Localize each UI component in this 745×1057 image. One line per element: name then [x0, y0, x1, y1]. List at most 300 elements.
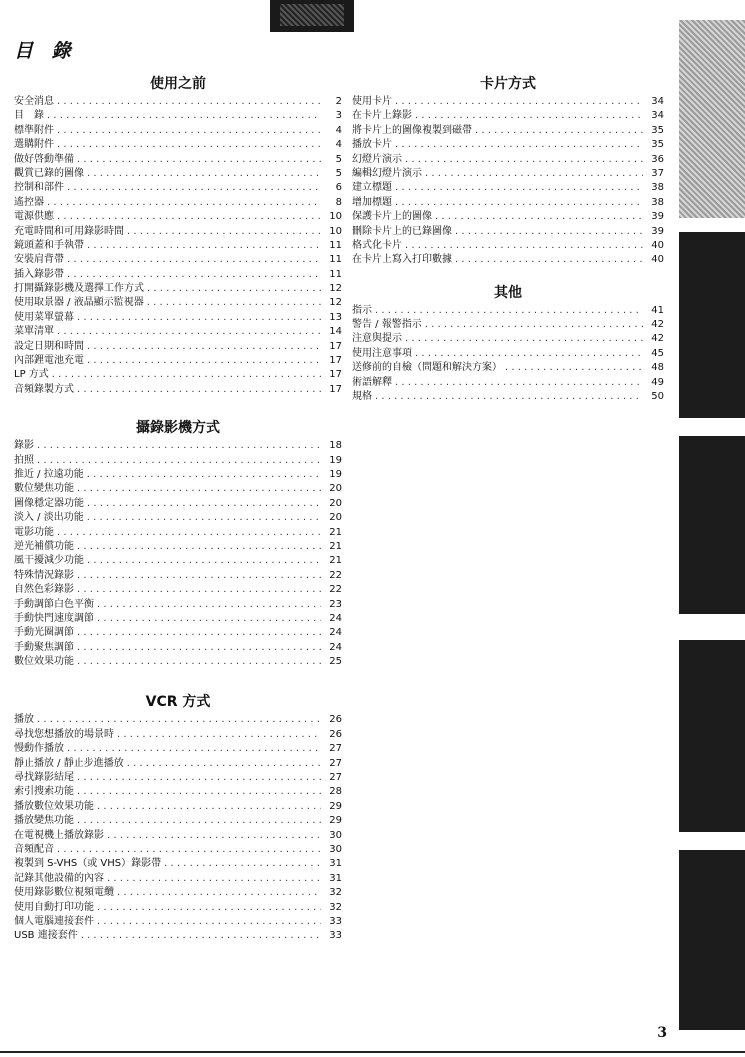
- toc-entry[interactable]: [14, 569, 342, 583]
- toc-entry-label: 在電視機上播放錄影: [14, 829, 104, 841]
- leader-dots: [475, 124, 643, 138]
- toc-entry-label: 錄影: [14, 440, 34, 452]
- toc-entry[interactable]: [14, 497, 342, 511]
- toc-entry-page: 12: [329, 297, 342, 309]
- toc-entry[interactable]: [352, 210, 664, 224]
- toc-entry-page: 17: [329, 355, 342, 367]
- toc-entry-page: 34: [651, 110, 664, 122]
- toc-entry[interactable]: [14, 368, 342, 382]
- toc-entry[interactable]: [14, 439, 342, 453]
- toc-entry-page: 35: [651, 139, 664, 151]
- toc-entry-page: 31: [329, 858, 342, 870]
- toc-entry-page: 38: [651, 182, 664, 194]
- leader-dots: [395, 376, 643, 390]
- toc-entry-label: 使用卡片: [352, 96, 392, 107]
- leader-dots: [395, 196, 643, 210]
- toc-entry-label: 保護卡片上的圖像: [352, 211, 432, 223]
- toc-entry[interactable]: [14, 383, 342, 397]
- toc-entry-page: 45: [651, 347, 664, 359]
- toc-entry-label: 警告 / 報警指示: [352, 319, 422, 331]
- toc-entry-page: 17: [329, 340, 342, 352]
- leader-dots: [77, 771, 321, 785]
- toc-entry[interactable]: [14, 843, 342, 857]
- toc-entry-page: 26: [329, 714, 342, 726]
- leader-dots: [425, 167, 643, 181]
- leader-dots: [435, 210, 643, 224]
- toc-entry[interactable]: [14, 526, 342, 540]
- toc-entry-page: 5: [335, 167, 342, 179]
- toc-entry-label: 在卡片上錄影: [352, 110, 412, 122]
- section-tab-intro: [679, 20, 745, 218]
- toc-entry-page: 29: [329, 815, 342, 827]
- leader-dots: [425, 318, 643, 332]
- toc-entry-page: 21: [329, 555, 342, 567]
- toc-entry[interactable]: [14, 612, 342, 626]
- toc-entry-label: 格式化卡片: [352, 239, 402, 251]
- section-tabs: [675, 0, 745, 1057]
- toc-entry[interactable]: [352, 225, 664, 239]
- toc-entry-label: 數位效果功能: [14, 656, 74, 668]
- toc-entry-label: 控制和部件: [14, 182, 64, 194]
- toc-entry-label: 圖像穩定器功能: [14, 497, 84, 509]
- toc-entry-label: 記錄其他設備的內容: [14, 872, 104, 884]
- toc-entry[interactable]: [14, 210, 342, 224]
- toc-entry[interactable]: [14, 239, 342, 253]
- leader-dots: [375, 390, 643, 404]
- toc-entry[interactable]: [14, 915, 342, 929]
- leader-dots: [455, 253, 643, 267]
- toc-entry-label: 手動調節白色平衡: [14, 598, 94, 610]
- leader-dots: [97, 800, 321, 814]
- leader-dots: [164, 857, 321, 871]
- toc-entry-page: 13: [329, 311, 342, 323]
- toc-entry-page: 11: [329, 254, 342, 266]
- toc-entry-label: 鏡頭蓋和手執帶: [14, 239, 84, 251]
- toc-entry-label: USB 連接套件: [14, 930, 78, 942]
- toc-entry-label: 播放: [14, 714, 34, 726]
- toc-entry-page: 41: [651, 304, 664, 316]
- toc-entry[interactable]: [14, 857, 342, 871]
- leader-dots: [37, 439, 321, 453]
- leader-dots: [117, 728, 321, 742]
- toc-entry[interactable]: [14, 268, 342, 282]
- leader-dots: [47, 109, 321, 123]
- toc-entry-label: 建立標題: [352, 182, 392, 194]
- toc-entry-page: 39: [651, 225, 664, 237]
- toc-right-column: [352, 75, 664, 404]
- toc-entry[interactable]: [14, 713, 342, 727]
- leader-dots: [37, 713, 321, 727]
- toc-entry-label: 做好啓動準備: [14, 153, 74, 165]
- toc-entry-page: 17: [329, 383, 342, 395]
- toc-entry[interactable]: [14, 511, 342, 525]
- toc-entry[interactable]: [352, 124, 664, 138]
- toc-entry-page: 29: [329, 800, 342, 812]
- leader-dots: [77, 482, 321, 496]
- toc-entry-page: 24: [329, 612, 342, 624]
- leader-dots: [37, 454, 321, 468]
- toc-entry[interactable]: [352, 95, 664, 109]
- toc-entry-label: 使用注意事項: [352, 347, 412, 359]
- toc-entry-page: 28: [329, 786, 342, 798]
- toc-entry[interactable]: [14, 454, 342, 468]
- toc-entry-label: 索引搜索功能: [14, 786, 74, 798]
- toc-entry-page: 20: [329, 497, 342, 509]
- leader-dots: [405, 153, 643, 167]
- toc-entry-page: 33: [329, 915, 342, 927]
- toc-entry-page: 20: [329, 512, 342, 524]
- toc-entry-label: 使用菜單螢幕: [14, 311, 74, 323]
- toc-entry-page: 18: [329, 440, 342, 452]
- toc-entry[interactable]: [14, 311, 342, 325]
- leader-dots: [77, 814, 321, 828]
- toc-entry-page: 2: [335, 96, 342, 107]
- toc-entry-page: 5: [335, 153, 342, 165]
- toc-entry-label: 音頻錄製方式: [14, 383, 74, 395]
- toc-entry-label: 播放數位效果功能: [14, 800, 94, 812]
- toc-entry[interactable]: [14, 253, 342, 267]
- toc-entry-page: 35: [651, 124, 664, 136]
- leader-dots: [395, 138, 643, 152]
- leader-dots: [375, 304, 643, 318]
- toc-entry-page: 39: [651, 211, 664, 223]
- toc-entry-label: 靜止播放 / 靜止步進播放: [14, 757, 124, 769]
- leader-dots: [57, 124, 321, 138]
- toc-entry-page: 31: [329, 872, 342, 884]
- toc-entry-label: 特殊情況錄影: [14, 569, 74, 581]
- toc-entry-label: 使用錄影數位視頻電纜: [14, 887, 114, 899]
- toc-entry-page: 48: [651, 362, 664, 374]
- toc-entry-page: 26: [329, 728, 342, 740]
- toc-entry-label: 術語解釋: [352, 376, 392, 388]
- toc-entry[interactable]: [14, 138, 342, 152]
- toc-entry[interactable]: [352, 376, 664, 390]
- toc-entry-page: 24: [329, 627, 342, 639]
- toc-entry-label: 標準附件: [14, 124, 54, 136]
- toc-entry-page: 17: [329, 369, 342, 381]
- toc-section: [352, 75, 664, 268]
- toc-entry-page: 40: [651, 239, 664, 251]
- top-tab-marker: [270, 0, 354, 32]
- leader-dots: [47, 196, 321, 210]
- toc-entry-label: 編輯幻燈片演示: [352, 167, 422, 179]
- leader-dots: [395, 95, 643, 109]
- leader-dots: [147, 296, 321, 310]
- toc-entry-label: 複製到 S-VHS（或 VHS）錄影帶: [14, 858, 162, 870]
- section-tab-vcr: [679, 436, 745, 614]
- leader-dots: [77, 311, 321, 325]
- toc-entry-page: 19: [329, 468, 342, 480]
- toc-entry-label: 手動光圈調節: [14, 627, 74, 639]
- toc-entry-page: 4: [335, 124, 342, 136]
- toc-entry-page: 37: [651, 167, 664, 179]
- toc-entry-label: 送修前的自檢（問題和解決方案）: [352, 362, 502, 374]
- leader-dots: [77, 569, 321, 583]
- toc-entry[interactable]: [14, 153, 342, 167]
- leader-dots: [67, 742, 321, 756]
- leader-dots: [97, 915, 321, 929]
- toc-entry[interactable]: [14, 598, 342, 612]
- leader-dots: [87, 468, 321, 482]
- toc-entry-label: 淡入 / 淡出功能: [14, 512, 84, 524]
- toc-entry-page: 20: [329, 483, 342, 495]
- toc-entry-label: 目 錄: [14, 110, 44, 122]
- toc-entry-page: 30: [329, 829, 342, 841]
- leader-dots: [97, 901, 321, 915]
- leader-dots: [455, 225, 643, 239]
- section-tab-others: [679, 850, 745, 1030]
- leader-dots: [77, 641, 321, 655]
- leader-dots: [87, 167, 321, 181]
- toc-entry[interactable]: [14, 296, 342, 310]
- toc-entry-page: 8: [335, 196, 342, 208]
- toc-entry-page: 11: [329, 239, 342, 251]
- leader-dots: [67, 268, 321, 282]
- toc-entry-page: 27: [329, 757, 342, 769]
- toc-entry-label: 注意與提示: [352, 333, 402, 345]
- toc-entry[interactable]: [352, 253, 664, 267]
- toc-entry-page: 3: [335, 110, 342, 122]
- leader-dots: [87, 239, 321, 253]
- toc-entry[interactable]: [14, 742, 342, 756]
- leader-dots: [107, 829, 321, 843]
- toc-entry-page: 49: [651, 376, 664, 388]
- section-title: VCR 方式: [145, 694, 211, 711]
- leader-dots: [57, 843, 321, 857]
- toc-entry-label: 遙控器: [14, 196, 44, 208]
- toc-entry[interactable]: [14, 325, 342, 339]
- toc-entry-page: 27: [329, 743, 342, 755]
- leader-dots: [77, 626, 321, 640]
- toc-entry-label: 打開攝錄影機及選擇工作方式: [14, 283, 144, 295]
- toc-entry-label: 播放卡片: [352, 139, 392, 151]
- toc-entry-label: 電源供應: [14, 211, 54, 223]
- toc-entry-label: 慢動作播放: [14, 743, 64, 755]
- toc-entry[interactable]: [352, 390, 664, 404]
- toc-entry[interactable]: [352, 167, 664, 181]
- toc-entry-page: 19: [329, 454, 342, 466]
- toc-entry-label: 幻燈片演示: [352, 153, 402, 165]
- toc-entry[interactable]: [14, 354, 342, 368]
- toc-entry-label: 音頻配音: [14, 843, 54, 855]
- toc-entry-label: 逆光補償功能: [14, 540, 74, 552]
- toc-entry[interactable]: [352, 318, 664, 332]
- toc-entry[interactable]: [14, 225, 342, 239]
- leader-dots: [97, 612, 321, 626]
- toc-entry-label: 安裝肩背帶: [14, 254, 64, 266]
- leader-dots: [87, 554, 321, 568]
- toc-entry[interactable]: [14, 282, 342, 296]
- toc-entry[interactable]: [14, 771, 342, 785]
- toc-section: [14, 419, 342, 669]
- leader-dots: [405, 239, 643, 253]
- toc-section: [14, 75, 342, 397]
- leader-dots: [117, 886, 321, 900]
- toc-entry[interactable]: [14, 901, 342, 915]
- section-title: 卡片方式: [480, 76, 536, 92]
- leader-dots: [57, 325, 321, 339]
- toc-entry-page: 50: [651, 391, 664, 403]
- toc-entry-label: 尋找錄影結尾: [14, 772, 74, 784]
- toc-entry[interactable]: [14, 872, 342, 886]
- toc-entry[interactable]: [14, 829, 342, 843]
- section-tab-camera: [679, 232, 745, 418]
- toc-entry-page: 4: [335, 139, 342, 151]
- leader-dots: [57, 138, 321, 152]
- section-title: 攝錄影機方式: [136, 420, 220, 437]
- toc-entry-label: 設定日期和時間: [14, 340, 84, 352]
- toc-left-column: [14, 75, 342, 944]
- leader-dots: [147, 282, 321, 296]
- toc-entry-page: 25: [329, 656, 342, 668]
- toc-entry-page: 36: [651, 153, 664, 165]
- toc-entry[interactable]: [14, 929, 342, 943]
- toc-entry-label: 電影功能: [14, 526, 54, 538]
- toc-entry[interactable]: [14, 468, 342, 482]
- leader-dots: [87, 511, 321, 525]
- leader-dots: [405, 332, 643, 346]
- toc-entry[interactable]: [14, 641, 342, 655]
- toc-entry[interactable]: [14, 800, 342, 814]
- toc-entry-label: LP 方式: [14, 369, 49, 381]
- leader-dots: [77, 655, 321, 669]
- toc-entry[interactable]: [352, 332, 664, 346]
- toc-entry-label: 規格: [352, 391, 372, 403]
- toc-entry[interactable]: [14, 583, 342, 597]
- toc-entry[interactable]: [14, 109, 342, 123]
- toc-entry[interactable]: [14, 886, 342, 900]
- toc-entry[interactable]: [14, 757, 342, 771]
- toc-entry-page: 10: [329, 211, 342, 223]
- toc-entry-page: 22: [329, 584, 342, 596]
- toc-entry[interactable]: [14, 655, 342, 669]
- leader-dots: [127, 757, 321, 771]
- toc-entry-label: 選購附件: [14, 139, 54, 151]
- toc-section: [352, 284, 664, 405]
- toc-entry-label: 尋找您想播放的場景時: [14, 728, 114, 740]
- toc-entry[interactable]: [352, 239, 664, 253]
- toc-entry-page: 21: [329, 540, 342, 552]
- toc-entry[interactable]: [14, 626, 342, 640]
- leader-dots: [77, 583, 321, 597]
- toc-entry-page: 27: [329, 772, 342, 784]
- leader-dots: [77, 785, 321, 799]
- toc-entry[interactable]: [14, 814, 342, 828]
- toc-entry[interactable]: [14, 167, 342, 181]
- toc-entry-label: 菜單清單: [14, 326, 54, 338]
- toc-entry-label: 將卡片上的圖像複製到磁帶: [352, 124, 472, 136]
- leader-dots: [127, 225, 321, 239]
- toc-entry[interactable]: [352, 304, 664, 318]
- leader-dots: [395, 181, 643, 195]
- toc-entry[interactable]: [352, 109, 664, 123]
- toc-entry[interactable]: [352, 138, 664, 152]
- toc-entry[interactable]: [14, 181, 342, 195]
- toc-entry-page: 32: [329, 887, 342, 899]
- section-title: 使用之前: [150, 76, 206, 92]
- toc-entry-page: 42: [651, 319, 664, 331]
- toc-entry[interactable]: [352, 181, 664, 195]
- toc-entry-label: 推近 / 拉遠功能: [14, 468, 84, 480]
- toc-entry[interactable]: [352, 196, 664, 210]
- toc-entry-page: 6: [335, 182, 342, 194]
- leader-dots: [97, 598, 321, 612]
- toc-entry-page: 10: [329, 225, 342, 237]
- toc-entry[interactable]: [14, 728, 342, 742]
- toc-entry[interactable]: [352, 347, 664, 361]
- section-tab-card: [679, 640, 745, 832]
- toc-entry-label: 使用自動打印功能: [14, 901, 94, 913]
- toc-entry-label: 插入錄影帶: [14, 268, 64, 280]
- toc-entry-page: 11: [329, 268, 342, 280]
- toc-entry-label: 個人電腦連接套件: [14, 915, 94, 927]
- toc-entry[interactable]: [14, 196, 342, 210]
- toc-entry[interactable]: [352, 153, 664, 167]
- toc-entry-label: 觀賞已錄的圖像: [14, 167, 84, 179]
- leader-dots: [107, 872, 321, 886]
- leader-dots: [77, 540, 321, 554]
- toc-entry-label: 指示: [352, 304, 372, 316]
- leader-dots: [415, 109, 643, 123]
- bottom-rule: [0, 1051, 745, 1053]
- toc-entry-page: 33: [329, 930, 342, 942]
- leader-dots: [77, 153, 321, 167]
- section-title: 其他: [494, 284, 522, 301]
- toc-entry[interactable]: [14, 124, 342, 138]
- page-number: 3: [657, 1025, 667, 1041]
- leader-dots: [87, 354, 321, 368]
- toc-entry-page: 32: [329, 901, 342, 913]
- leader-dots: [67, 253, 321, 267]
- leader-dots: [57, 526, 321, 540]
- toc-entry-page: 22: [329, 569, 342, 581]
- toc-entry-page: 30: [329, 843, 342, 855]
- toc-entry-label: 增加標題: [352, 196, 392, 208]
- toc-entry-label: 使用取景器 / 液晶顯示監視器: [14, 297, 144, 309]
- toc-entry[interactable]: [14, 340, 342, 354]
- toc-entry[interactable]: [352, 361, 664, 375]
- page-title: 目 錄: [14, 40, 77, 62]
- leader-dots: [415, 347, 643, 361]
- toc-entry[interactable]: [14, 95, 342, 109]
- toc-entry-label: 內部鋰電池充電: [14, 355, 84, 367]
- toc-entry-label: 數位變焦功能: [14, 483, 74, 495]
- leader-dots: [57, 95, 321, 109]
- toc-entry-label: 風干擾減少功能: [14, 555, 84, 567]
- toc-entry-label: 手動聚焦調節: [14, 641, 74, 653]
- toc-entry[interactable]: [14, 540, 342, 554]
- toc-entry-label: 在卡片上寫入打印數據: [352, 254, 452, 266]
- toc-entry-page: 23: [329, 598, 342, 610]
- leader-dots: [81, 929, 321, 943]
- leader-dots: [505, 361, 643, 375]
- toc-entry[interactable]: [14, 482, 342, 496]
- toc-entry-page: 14: [329, 326, 342, 338]
- leader-dots: [87, 340, 321, 354]
- leader-dots: [87, 497, 321, 511]
- toc-entry[interactable]: [14, 554, 342, 568]
- toc-entry-page: 12: [329, 283, 342, 295]
- toc-entry[interactable]: [14, 785, 342, 799]
- toc-entry-label: 自然色彩錄影: [14, 584, 74, 596]
- toc-entry-label: 刪除卡片上的已錄圖像: [352, 225, 452, 237]
- leader-dots: [67, 181, 321, 195]
- toc-entry-page: 40: [651, 254, 664, 266]
- toc-entry-page: 34: [651, 96, 664, 107]
- leader-dots: [52, 368, 321, 382]
- toc-entry-page: 38: [651, 196, 664, 208]
- toc-entry-page: 42: [651, 333, 664, 345]
